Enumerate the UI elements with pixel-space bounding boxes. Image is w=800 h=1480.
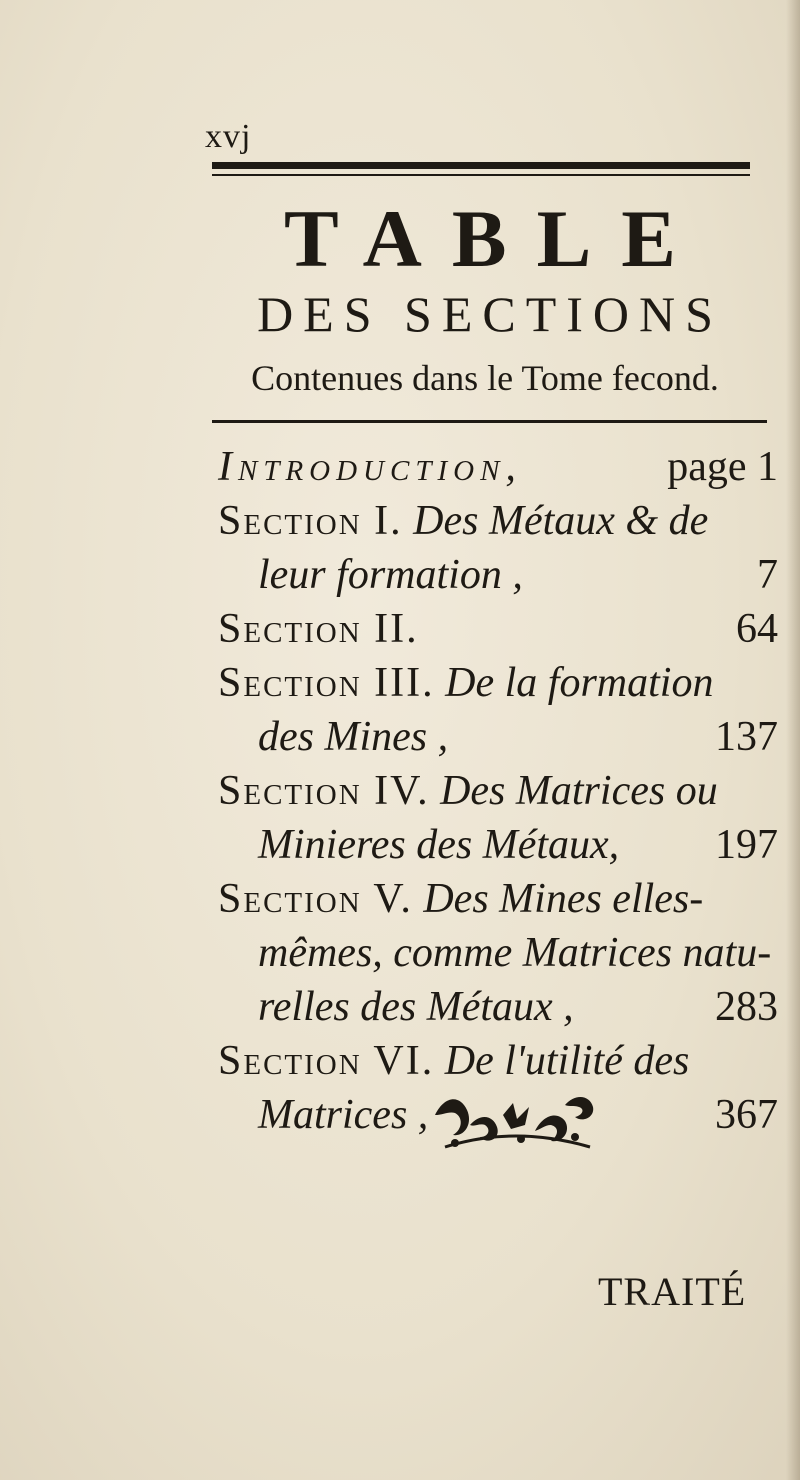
toc-line: [218, 872, 778, 926]
toc-line: [218, 440, 778, 494]
toc-entry-text: des Mines ,: [258, 714, 449, 760]
page-edge-shadow: [786, 0, 800, 1480]
page-folio: xvj: [205, 118, 252, 155]
toc-entry-text: leur formation ,: [258, 552, 523, 598]
toc-line: [218, 764, 778, 818]
catchword: TRAITÉ: [598, 1269, 747, 1314]
toc-page-number: 64: [736, 606, 778, 652]
toc-entry-text: De la formation: [445, 660, 714, 706]
toc-line: [218, 494, 778, 548]
toc-entry-text: Matrices ,: [258, 1092, 429, 1138]
toc-heading: Introduction,: [218, 444, 522, 490]
toc-line: [218, 602, 778, 656]
toc-entry-text: relles des Métaux ,: [258, 984, 574, 1030]
toc-page-number: 197: [715, 822, 778, 868]
toc-entry-text: Des Métaux & de: [413, 498, 709, 544]
toc-line: [218, 710, 778, 764]
toc-line: [218, 818, 778, 872]
toc-line: [218, 548, 778, 602]
toc-page-number: 367: [715, 1092, 778, 1138]
table-of-contents: [218, 440, 778, 1142]
toc-page-number: 283: [715, 984, 778, 1030]
toc-line: [218, 926, 778, 980]
toc-page-number: page 1: [667, 444, 778, 490]
fleuron-ornament-icon: [425, 1085, 600, 1155]
toc-line: [218, 980, 778, 1034]
toc-heading: Section IV.: [218, 768, 430, 814]
toc-line: [218, 1034, 778, 1088]
toc-heading: Section II.: [218, 606, 419, 652]
page-title: TABLE: [284, 193, 706, 284]
title-divider-rule: [212, 420, 767, 423]
header-rule-thick: [212, 162, 750, 169]
toc-page-number: 7: [757, 552, 778, 598]
toc-heading: Section VI.: [218, 1038, 435, 1084]
header-rule-thin: [212, 174, 750, 176]
toc-line: [218, 656, 778, 710]
toc-entry-text: Des Mines elles-: [423, 876, 704, 922]
toc-entry-text: Minieres des Métaux,: [258, 822, 620, 868]
toc-entry-text: Des Matrices ou: [440, 768, 718, 814]
page-subtitle: DES SECTIONS: [257, 286, 723, 342]
toc-page-number: 137: [715, 714, 778, 760]
toc-entry-text: mêmes, comme Matrices natu-: [258, 930, 772, 976]
toc-heading: Section V.: [218, 876, 413, 922]
toc-heading: Section I.: [218, 498, 403, 544]
toc-heading: Section III.: [218, 660, 435, 706]
toc-entry-text: De l'utilité des: [444, 1038, 690, 1084]
page-subtitle-note: Contenues dans le Tome fecond.: [251, 358, 719, 398]
